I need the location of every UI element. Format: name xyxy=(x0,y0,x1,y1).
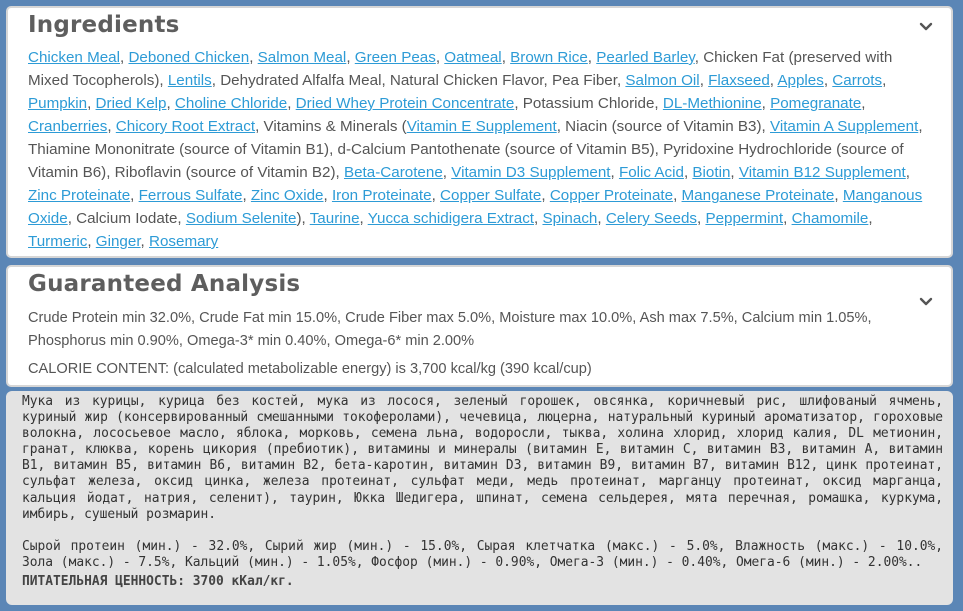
ingredient-text: , xyxy=(346,49,355,66)
ingredient-link[interactable]: Green Peas xyxy=(354,49,436,66)
ingredient-text: , xyxy=(87,233,96,250)
ingredient-text: , Chicken Fat (preserved with Mixed Tocopherols), xyxy=(28,49,893,89)
ingredient-link[interactable]: Sodium Selenite xyxy=(185,210,297,227)
ingredient-link[interactable]: Copper Proteinate xyxy=(549,187,674,204)
ingredient-link[interactable]: Vitamin D3 Supplement xyxy=(451,164,611,181)
ingredient-link[interactable]: Beta-Carotene xyxy=(343,164,443,181)
russian-ingredients: Мука из курицы, курица без костей, мука из лосося, зеленый горошек, овсянка, коричневый рис, шлифованый ячмень, куриный жир (консервированный смешанными токоферолами), чечевица, люцерна, натуральный куриный ароматизатор, гороховые волокна, лососьевое масло, яблока, морковь, семена льна, водоросли, тыква, холина хлорид, хлорид калия, DL метионин, гранат, клюква, корень цикория (пребиотик), витамины и минералы (витамин Е, витамин С, витамин В3, витамин А, витамин В1, витамин В5, витамин В6, витамин В2, бета-каротин, витамин D3, витамин В9, витамин В7, витамин В12, цинк протеинат, сульфат железа, оксид цинка, железа протеинат, сульфат меди, медь протеинат, марганцу протеинат, оксид марганца, кальция йодат, натрия, селенит), таурин, Юкка Шедигера, шпинат, семена сельдерея, мята перечная, ромашка, куркума, имбирь, сушеный розмарин. xyxy=(22,394,943,522)
ingredient-text: , Vitamins & Minerals ( xyxy=(255,118,407,135)
chevron-down-icon[interactable] xyxy=(919,297,935,309)
guaranteed-analysis-panel xyxy=(6,265,953,387)
ingredient-link[interactable]: Yucca schidigera Extract xyxy=(367,210,535,227)
ingredient-text: , xyxy=(359,210,368,227)
ingredient-link[interactable]: Cranberries xyxy=(28,118,108,135)
ingredient-text: , Dehydrated Alfalfa Meal, Natural Chicken Flavor, Pea Fiber, xyxy=(211,72,626,89)
ingredient-link[interactable]: Manganese Proteinate xyxy=(681,187,835,204)
ingredient-link[interactable]: Iron Proteinate xyxy=(331,187,432,204)
ingredient-text: , xyxy=(287,95,296,112)
ingredient-text: , xyxy=(882,72,887,89)
ingredient-text: , xyxy=(435,49,445,66)
ingredient-link[interactable]: Rosemary xyxy=(149,233,219,250)
ingredient-text: , xyxy=(673,187,682,204)
ingredient-text: , xyxy=(699,72,709,89)
ingredient-text: , xyxy=(868,210,873,227)
ingredient-text: , xyxy=(442,164,452,181)
ingredient-text: , xyxy=(783,210,792,227)
ingredient-text: , Potassium Chloride, xyxy=(514,95,663,112)
ingredient-text: , xyxy=(610,164,619,181)
ingredient-text: , xyxy=(242,187,251,204)
ingredient-link[interactable]: Ferrous Sulfate xyxy=(138,187,243,204)
ingredient-link[interactable]: Pearled Barley xyxy=(596,49,695,66)
chevron-down-icon[interactable] xyxy=(919,22,935,34)
ingredient-text: , xyxy=(87,95,96,112)
ingredients-title: Ingredients xyxy=(28,12,180,38)
ingredient-link[interactable]: Oatmeal xyxy=(444,49,502,66)
ingredient-link[interactable]: Salmon Meal xyxy=(257,49,347,66)
ingredient-text: , xyxy=(769,72,778,89)
ingredient-link[interactable]: Chicory Root Extract xyxy=(115,118,256,135)
ingredient-text: , xyxy=(501,49,511,66)
ingredient-link[interactable]: Chamomile xyxy=(791,210,869,227)
guaranteed-analysis-title: Guaranteed Analysis xyxy=(28,271,301,297)
ingredient-text: , xyxy=(323,187,332,204)
ingredient-text: , xyxy=(431,187,441,204)
ingredient-text: , xyxy=(834,187,843,204)
ingredient-text: , xyxy=(597,210,606,227)
ingredient-link[interactable]: Brown Rice xyxy=(510,49,588,66)
ingredient-text: , xyxy=(130,187,139,204)
ingredients-panel xyxy=(6,6,953,258)
ingredient-link[interactable]: Peppermint xyxy=(705,210,784,227)
ingredient-link[interactable]: Zinc Oxide xyxy=(250,187,324,204)
russian-calorie: ПИТАТЕЛЬНАЯ ЦЕННОСТЬ: 3700 кКал/кг. xyxy=(22,573,294,589)
ingredient-link[interactable]: Carrots xyxy=(832,72,883,89)
ingredient-link[interactable]: Copper Sulfate xyxy=(440,187,542,204)
ingredient-text: , xyxy=(761,95,771,112)
ingredient-link[interactable]: Choline Chloride xyxy=(174,95,288,112)
ingredient-link[interactable]: Dried Whey Protein Concentrate xyxy=(295,95,515,112)
ingredient-link[interactable]: Flaxseed xyxy=(708,72,770,89)
ingredient-text: , xyxy=(905,164,910,181)
ingredient-text: , Niacin (source of Vitamin B3), xyxy=(556,118,770,135)
ingredient-text: , xyxy=(823,72,833,89)
ingredient-link[interactable]: Dried Kelp xyxy=(95,95,167,112)
ingredient-text: , xyxy=(249,49,258,66)
ingredient-text: , xyxy=(730,164,739,181)
ingredient-link[interactable]: Turmeric xyxy=(28,233,88,250)
ingredient-link[interactable]: Vitamin B12 Supplement xyxy=(738,164,906,181)
ingredient-text: , xyxy=(587,49,597,66)
ingredient-link[interactable]: Deboned Chicken xyxy=(128,49,250,66)
guaranteed-analysis-text: Crude Protein min 32.0%, Crude Fat min 15.0%, Crude Fiber max 5.0%, Moisture max 10.0%, Ash max 7.5%, Calcium min 1.05%, Phosphorus min 0.90%, Omega-3* min 0.40%, Omega-6* min 2.00% xyxy=(28,310,872,349)
ingredient-link[interactable]: Biotin xyxy=(692,164,731,181)
ingredient-text: , xyxy=(861,95,866,112)
ingredient-link[interactable]: Pumpkin xyxy=(28,95,88,112)
ingredient-text: , xyxy=(696,210,706,227)
ingredient-link[interactable]: Folic Acid xyxy=(618,164,684,181)
ingredient-link[interactable]: Manganous Oxide xyxy=(28,187,923,227)
ingredient-link[interactable]: Vitamin E Supplement xyxy=(406,118,557,135)
ingredient-text: , xyxy=(541,187,550,204)
ingredients-list xyxy=(28,46,933,253)
ingredient-link[interactable]: Apples xyxy=(777,72,824,89)
russian-description xyxy=(6,391,953,605)
ingredient-text: ), xyxy=(296,210,310,227)
ingredient-link[interactable]: Spinach xyxy=(542,210,598,227)
ingredient-text: , xyxy=(120,49,129,66)
ingredient-text: , xyxy=(534,210,543,227)
ingredient-link[interactable]: Ginger xyxy=(95,233,141,250)
russian-analysis: Сырой протеин (мин.) - 32.0%, Сырий жир (мин.) - 15.0%, Сырая клетчатка (макс.) - 5.0%, Влажность (макс.) - 10.0%, Зола (макс.) - 7.5%, Кальций (мин.) - 1.05%, Фосфор (мин.) - 0.90%, Омега-3 (мин.) - 0.40%, Омега-6 (мин.) - 2.00%.. xyxy=(22,538,943,570)
calorie-content: CALORIE CONTENT: (calculated metabolizable energy) is 3,700 kcal/kg (390 kcal/cup) xyxy=(28,361,592,377)
ingredient-link[interactable]: Taurine xyxy=(309,210,360,227)
ingredient-text: , xyxy=(683,164,693,181)
ingredient-text: , xyxy=(140,233,149,250)
ingredient-link[interactable]: Celery Seeds xyxy=(605,210,697,227)
ingredient-link[interactable]: Vitamin A Supplement xyxy=(769,118,919,135)
ingredient-text: , Thiamine Mononitrate (source of Vitamin B1), d-Calcium Pantothenate (source of Vitamin B5), Pyridoxine Hydrochloride (source of Vitamin B6), Riboflavin (source of Vitamin B2), xyxy=(28,118,923,181)
ingredient-text: , Calcium Iodate, xyxy=(67,210,186,227)
ingredient-link[interactable]: Chicken Meal xyxy=(28,49,121,66)
ingredient-text: , xyxy=(107,118,116,135)
ingredient-text: , xyxy=(166,95,175,112)
ingredient-link[interactable]: DL-Methionine xyxy=(662,95,762,112)
ingredient-link[interactable]: Salmon Oil xyxy=(625,72,700,89)
ingredient-link[interactable]: Pomegranate xyxy=(770,95,862,112)
ingredient-link[interactable]: Zinc Proteinate xyxy=(28,187,131,204)
ingredient-link[interactable]: Lentils xyxy=(167,72,212,89)
